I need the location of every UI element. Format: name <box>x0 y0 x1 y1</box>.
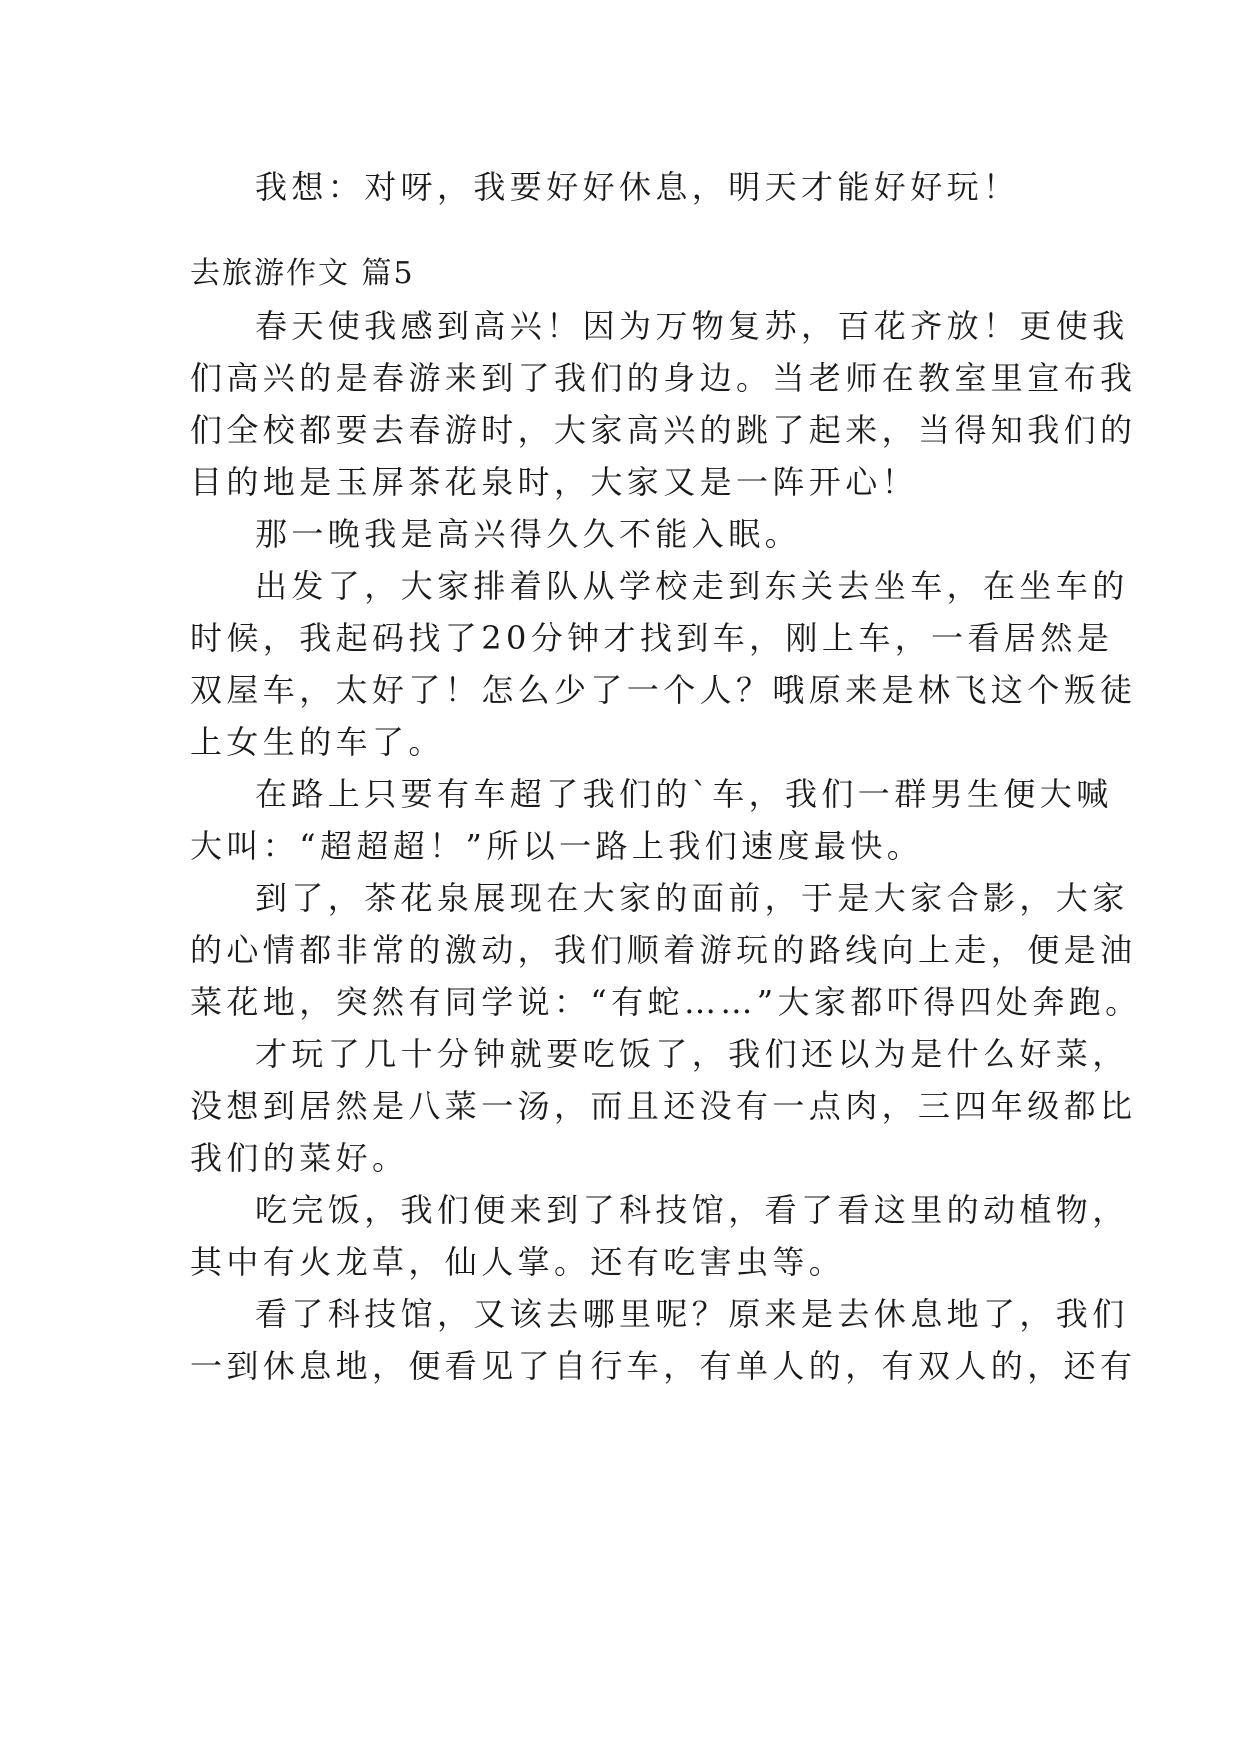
section-heading: 去旅游作文 篇5 <box>190 256 415 291</box>
paragraph-line: 大叫：“超超超！”所以一路上我们速度最快。 <box>190 827 924 865</box>
paragraph-line: 到了，茶花泉展现在大家的面前，于是大家合影，大家 <box>255 879 1129 917</box>
paragraph-line: 双屋车，太好了！怎么少了一个人？哦原来是林飞这个叛徒 <box>190 671 1137 709</box>
paragraph-line: 看了科技馆，又该去哪里呢？原来是去休息地了，我们 <box>255 1295 1129 1333</box>
paragraph-line: 那一晚我是高兴得久久不能入眠。 <box>255 515 802 553</box>
paragraph-line: 上女生的车了。 <box>190 723 445 761</box>
paragraph-line: 菜花地，突然有同学说：“有蛇……”大家都吓得四处奔跑。 <box>190 983 1142 1021</box>
paragraph-line: 在路上只要有车超了我们的`车，我们一群男生便大喊 <box>255 775 1113 813</box>
paragraph-line: 们高兴的是春游来到了我们的身边。当老师在教室里宣布我 <box>190 359 1137 397</box>
paragraph-line: 的心情都非常的激动，我们顺着游玩的路线向上走，便是油 <box>190 931 1137 969</box>
paragraph-line: 一到休息地，便看见了自行车，有单人的，有双人的，还有 <box>190 1347 1137 1385</box>
paragraph-line: 出发了，大家排着队从学校走到东关去坐车，在坐车的 <box>255 567 1129 605</box>
paragraph-line: 目的地是玉屏茶花泉时，大家又是一阵开心！ <box>190 463 919 501</box>
paragraph-line: 才玩了几十分钟就要吃饭了，我们还以为是什么好菜， <box>255 1035 1129 1073</box>
paragraph-line: 没想到居然是八菜一汤，而且还没有一点肉，三四年级都比 <box>190 1087 1137 1125</box>
paragraph-line: 春天使我感到高兴！因为万物复苏，百花齐放！更使我 <box>255 307 1129 345</box>
paragraph-line: 们全校都要去春游时，大家高兴的跳了起来，当得知我们的 <box>190 411 1137 449</box>
paragraph-line: 我想：对呀，我要好好休息，明天才能好好玩！ <box>255 168 1020 206</box>
paragraph-line: 其中有火龙草，仙人掌。还有吃害虫等。 <box>190 1243 846 1281</box>
paragraph-line: 吃完饭，我们便来到了科技馆，看了看这里的动植物， <box>255 1191 1129 1229</box>
paragraph-line: 我们的菜好。 <box>190 1139 409 1177</box>
paragraph-line: 时候，我起码找了20分钟才找到车，刚上车，一看居然是 <box>190 619 1114 657</box>
